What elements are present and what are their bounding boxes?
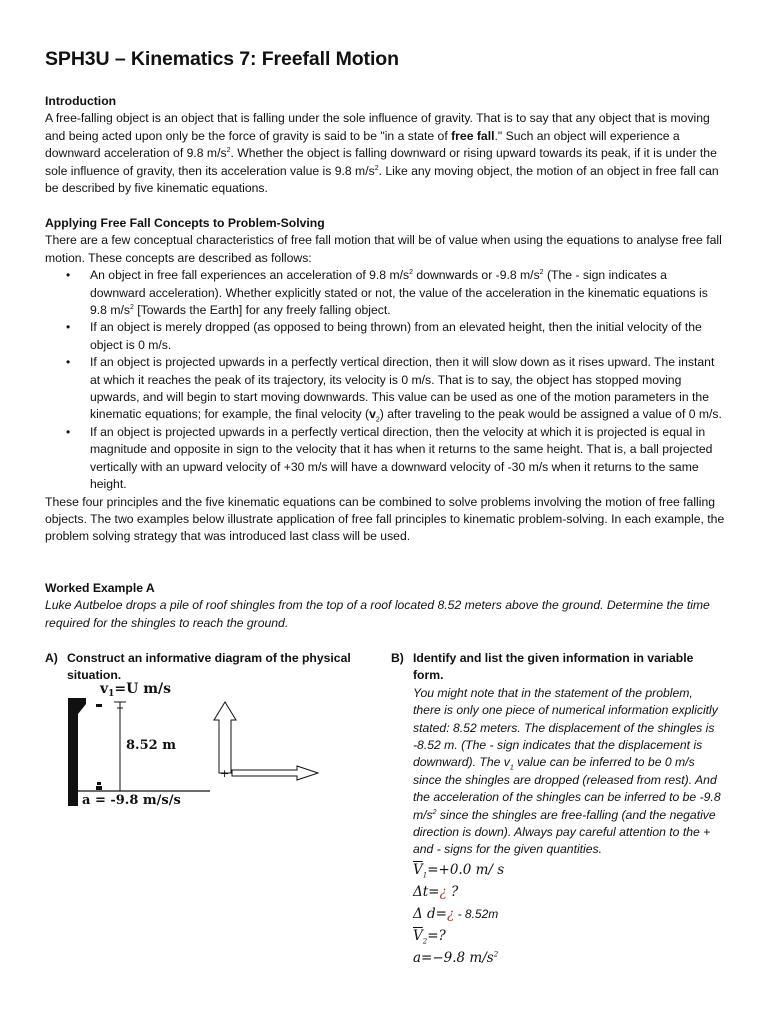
acceleration-label: a = -9.8 m/s/s bbox=[82, 793, 181, 808]
shingles-end-mark bbox=[97, 782, 101, 785]
roof-edge bbox=[68, 698, 86, 714]
list-item: • If an object is projected upwards in a perfectly vertical direction, then the velocity at which it is projected is equal in magnitude and opposite in sign to the velocity that it has when it returns to the same height. That is, a ball projected vertically with an upward velocity of +30 m/s will have a downward velocity of -30 m/s when it returns to the same height. bbox=[66, 424, 713, 492]
given-v2: $\overline{V}_2=$? bbox=[413, 927, 446, 946]
list-item: • If an object is projected upwards in a perfectly vertical direction, then it will slow down as it rises upward. The instant at which it reaches the peak of its trajectory, its velocity is 0 m/s. That is to say, the object has stopped moving upwards, and will begin to start moving downwards. This value can be used as one of the motion parameters in the kinematic equations; for example, the final velocity $(v_2)$ after traveling to the peak would be assigned a value of 0 m/s. bbox=[66, 355, 722, 424]
applying-closing: These four principles and the five kinematic equations can be combined to solve problems involving the motion of free falling objects. The two examples below illustrate application of free fall principles to kinematic problem-solving. In each example, the problem solving strategy that was introduced last class will be used. bbox=[45, 494, 725, 544]
shingles-start bbox=[96, 704, 102, 707]
shingles-end bbox=[96, 786, 102, 790]
given-dt: Δt=¿ ? bbox=[413, 883, 459, 900]
given-dd: Δ d=¿ - 8.52m bbox=[413, 905, 499, 922]
list-item: • An object in free fall experiences an acceleration of 9.8 $m/s^2$ downwards or -9.8 $m/s^2$ (The - sign indicates a downward acceleration). Whether explicitly stated or not, the value of the acceleration in the kinematic equations is 9.8 $m/s^2$ [Towards the Earth] for any freely falling object. bbox=[66, 268, 708, 318]
given-a: a=−9.8 $m/s^2$ bbox=[413, 949, 499, 966]
part-b-label: B) bbox=[391, 651, 404, 665]
list-item: • If an object is merely dropped (as opposed to being thrown) from an elevated height, then the initial velocity of the object is 0 m/s. bbox=[66, 320, 702, 352]
introduction-paragraph: A free-falling object is an object that is falling under the sole influence of gravity. That is to say that any object that is moving and being acted upon only be the force of gravity is said to be "in a state of free fall." Such an object will experience a downward acceleration of 9.8 $m/s^2$. Whether the object is falling downward or rising upward towards its peak, if it is under the sole influence of gravity, then its acceleration value is 9.8 $m/s^2$. Like any moving object, the motion of an object in free fall can be described by five kinematic equations. bbox=[45, 111, 719, 196]
bullet-icon: • bbox=[66, 424, 71, 439]
roof-wall bbox=[68, 698, 78, 806]
part-b bbox=[391, 650, 721, 969]
part-a-label: A) bbox=[45, 651, 58, 665]
up-arrow-icon bbox=[214, 702, 236, 773]
given-v1: $\overline{V}_1=+0.0$ m/ s bbox=[413, 861, 505, 880]
applying-section bbox=[45, 215, 725, 546]
initial-velocity-label: $v_1=U$ m/s bbox=[100, 681, 172, 699]
bullet-icon: • bbox=[66, 355, 71, 370]
applying-lead: There are a few conceptual characteristics of free fall motion that will be of value when using the equations to analyse free fall motion. These concepts are described as follows: bbox=[45, 233, 722, 265]
concept-list bbox=[45, 267, 725, 493]
part-b-prompt: B) Identify and list the given information in variable form. bbox=[391, 651, 694, 683]
worked-example-problem: Luke Autbeloe drops a pile of roof shingles from the top of a roof located 8.52 meters above the ground. Determine the time required for the shingles to reach the ground. bbox=[45, 598, 710, 630]
part-b-explanation: You might note that in the statement of the problem, there is only one piece of numerical information explicitly stated: 8.52 meters. The displacement of the shingles is -8.52 m. (The - sign indicates that the displacement is downward). The $v_1$ value can be inferred to be 0 m/s since the shingles are dropped (released from rest). And the acceleration of the shingles can be inferred to be -9.8 $m/s^2$ since the shingles are free-falling (and the negative direction is down). Always pay careful attention to the + and - signs for the given quantities. bbox=[413, 685, 721, 857]
right-arrow-icon bbox=[232, 766, 318, 780]
page-title: SPH3U – Kinematics 7: Freefall Motion bbox=[45, 48, 399, 70]
part-a-prompt: A) Construct an informative diagram of the physical situation. bbox=[45, 651, 351, 683]
applying-heading: Applying Free Fall Concepts to Problem-Solving bbox=[45, 216, 325, 230]
bullet-icon: • bbox=[66, 320, 71, 335]
worked-example-section bbox=[45, 580, 725, 632]
introduction-heading: Introduction bbox=[45, 94, 117, 108]
worked-example-heading: Worked Example A bbox=[45, 581, 155, 595]
freefall-diagram bbox=[60, 680, 360, 810]
given-list bbox=[391, 859, 721, 969]
bullet-icon: • bbox=[66, 268, 71, 283]
height-label: 8.52 m bbox=[126, 738, 176, 753]
positive-sign: + bbox=[220, 767, 230, 780]
introduction-section bbox=[45, 93, 725, 197]
